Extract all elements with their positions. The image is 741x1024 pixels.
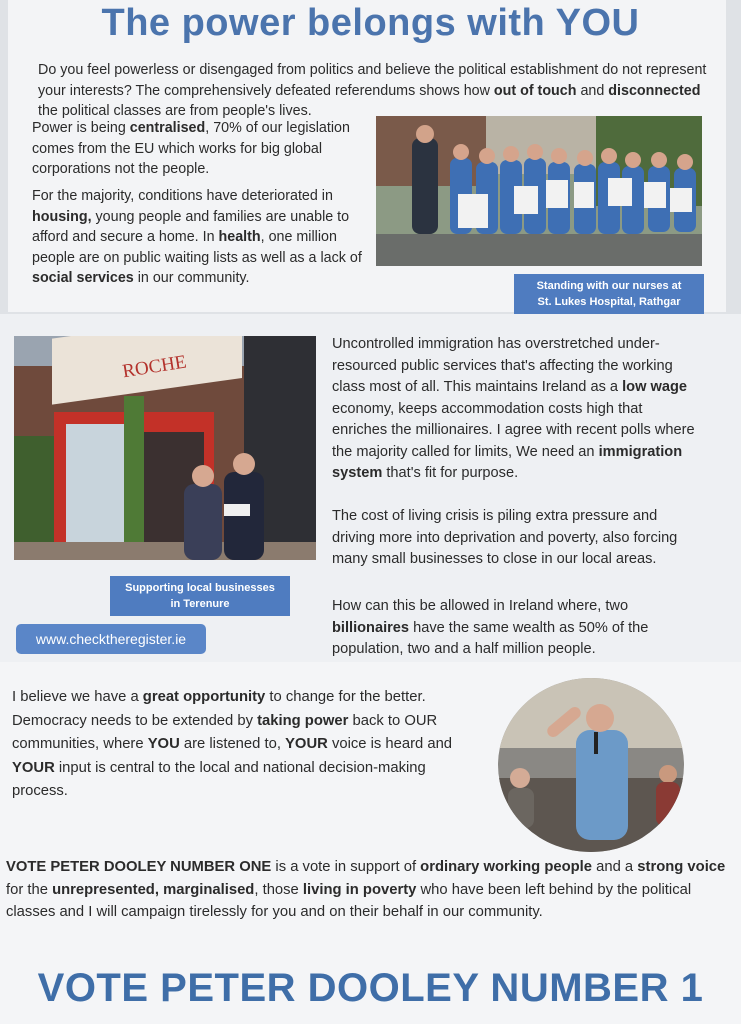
shop-sign-text: ROCHE	[121, 351, 188, 383]
candidate-speaking-photo	[498, 678, 684, 852]
shop-photo	[14, 336, 316, 560]
headline: The power belongs with YOU	[101, 2, 640, 44]
nurses-photo-caption: Standing with our nurses at St. Lukes Hospital, Rathgar	[514, 274, 704, 314]
majority-paragraph: For the majority, conditions have deteriorated in housing, young people and families are unable to afford and secure a home. In health, one million people are on public waiting lists as well as a lack of social services in our community.	[32, 188, 362, 286]
shop-photo-caption: Supporting local businesses in Terenure	[110, 576, 290, 616]
nurses-photo	[376, 116, 702, 266]
candidate-photo-illustration	[498, 678, 684, 852]
immigration-paragraph: Uncontrolled immigration has overstretched under-resourced public services that's affecting the working class most of all. This maintains Ireland as a low wage economy, keeps accommodation costs high that enriches the millionaires. I agree with recent polls where the majority called for limits, We need an immigration system that's fit for purpose.	[332, 336, 695, 481]
vote-pledge-paragraph: VOTE PETER DOOLEY NUMBER ONE is a vote in support of ordinary working people and a strong voice for the unrepresented, marginalised, those living in poverty who have been left behind by the political classes and I will campaign tirelessly for you and on their behalf in our community.	[6, 859, 726, 920]
nurses-photo-illustration	[376, 116, 702, 266]
vote-banner: VOTE PETER DOOLEY NUMBER 1	[37, 966, 704, 1010]
opportunity-paragraph: I believe we have a great opportunity to change for the better. Democracy needs to be extended by taking power back to OUR communities, where YOU are listened to, YOUR voice is heard and YOUR input is central to the local and national decision-making process.	[12, 689, 453, 799]
power-paragraph: Power is being centralised, 70% of our legislation comes from the EU which works for big global corporations not the people.	[32, 120, 350, 177]
website-link[interactable]: www.checktheregister.ie	[16, 624, 206, 654]
shop-photo-illustration	[14, 336, 316, 560]
intro-paragraph: Do you feel powerless or disengaged from politics and believe the political establishment do not represent your interests? The comprehensively defeated referendums shows how out of touch and disconnected the political classes are from people's lives.	[38, 62, 707, 119]
billionaires-paragraph: How can this be allowed in Ireland where, two billionaires have the same wealth as 50% of the population, two and a half million people.	[332, 598, 649, 657]
cost-of-living-paragraph: The cost of living crisis is piling extra pressure and driving more into deprivation and poverty, also forcing many small businesses to close in our local areas.	[332, 508, 678, 567]
